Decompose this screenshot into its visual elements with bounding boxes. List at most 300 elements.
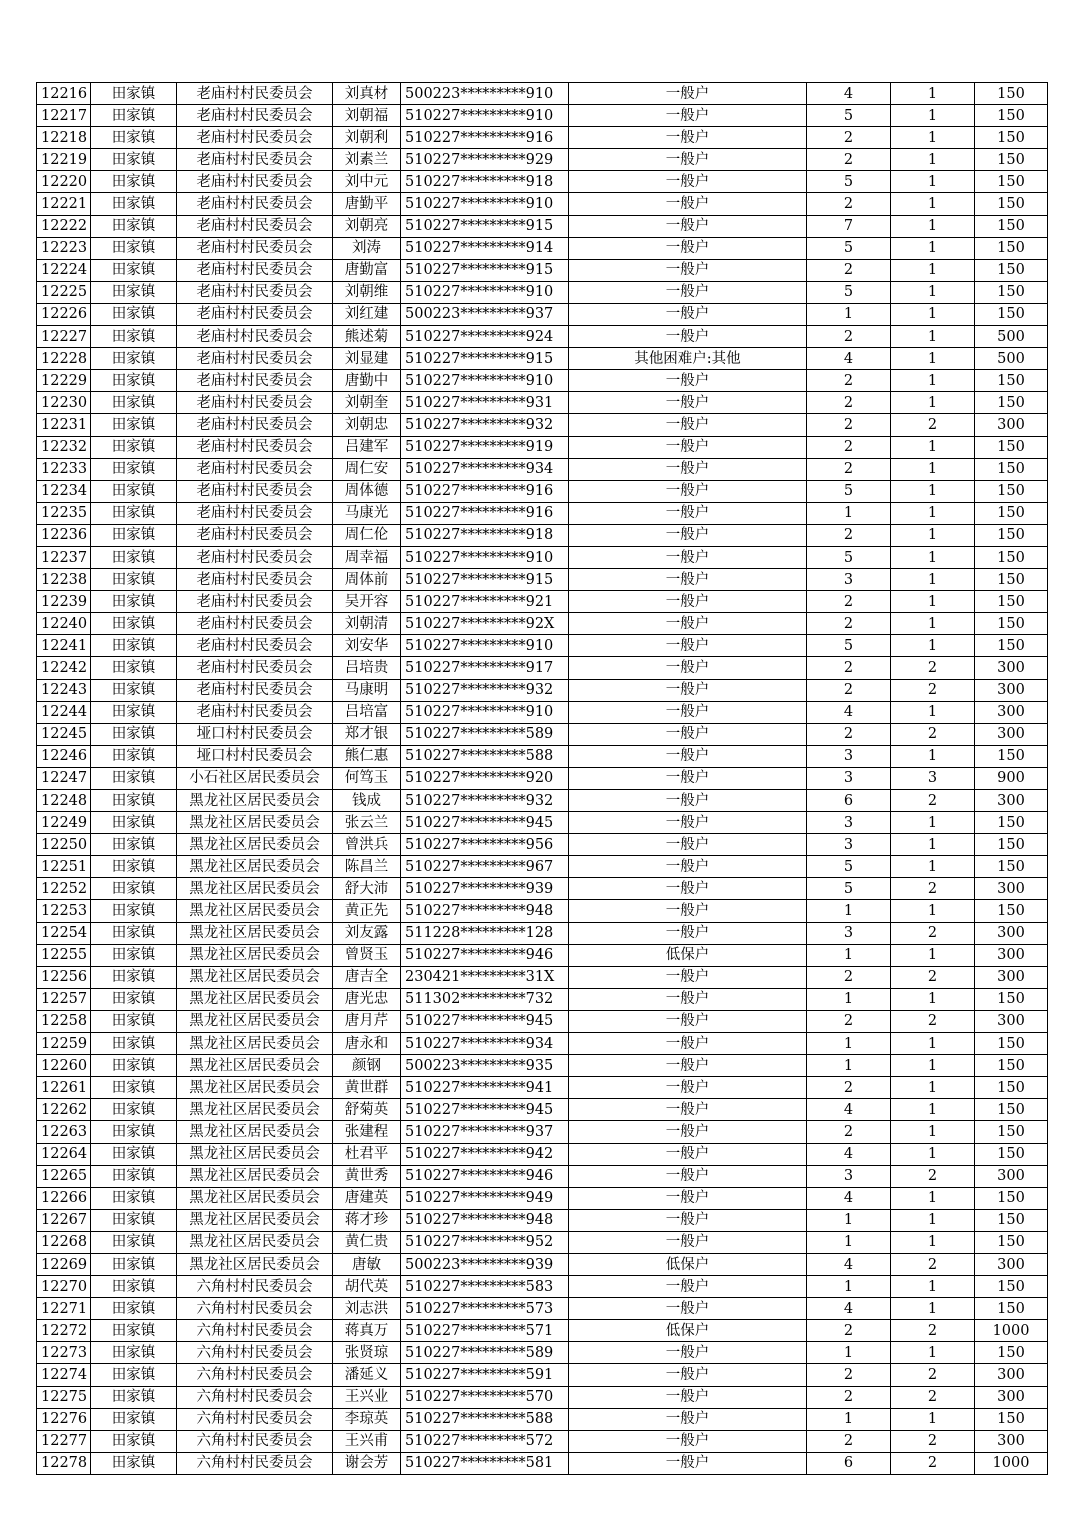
amount-cell: 150 <box>975 856 1048 878</box>
town-cell: 田家镇 <box>91 878 177 900</box>
household-type-cell: 一般户 <box>569 834 807 856</box>
amount-cell: 150 <box>975 1209 1048 1231</box>
name-cell: 刘真材 <box>333 83 401 105</box>
household-type-cell: 一般户 <box>569 392 807 414</box>
table-row <box>37 569 1048 591</box>
id-number-cell: 510227*********934 <box>401 458 569 480</box>
table-row <box>37 701 1048 723</box>
household-size-cell: 5 <box>807 856 891 878</box>
seq-cell: 12246 <box>37 745 91 767</box>
town-cell: 田家镇 <box>91 1452 177 1474</box>
household-type-cell: 一般户 <box>569 149 807 171</box>
household-type-cell: 一般户 <box>569 1408 807 1430</box>
aid-count-cell: 1 <box>891 569 975 591</box>
amount-cell: 300 <box>975 944 1048 966</box>
table-row <box>37 988 1048 1010</box>
aid-count-cell: 1 <box>891 1187 975 1209</box>
household-size-cell: 2 <box>807 392 891 414</box>
household-type-cell: 一般户 <box>569 1452 807 1474</box>
id-number-cell: 510227*********573 <box>401 1298 569 1320</box>
amount-cell: 150 <box>975 1055 1048 1077</box>
id-number-cell: 510227*********570 <box>401 1386 569 1408</box>
household-type-cell: 一般户 <box>569 1055 807 1077</box>
household-size-cell: 2 <box>807 1386 891 1408</box>
table-row <box>37 922 1048 944</box>
committee-cell: 老庙村村民委员会 <box>177 370 333 392</box>
name-cell: 刘红建 <box>333 303 401 325</box>
household-type-cell: 一般户 <box>569 215 807 237</box>
committee-cell: 六角村村民委员会 <box>177 1276 333 1298</box>
id-number-cell: 510227*********915 <box>401 259 569 281</box>
seq-cell: 12255 <box>37 944 91 966</box>
household-size-cell: 1 <box>807 900 891 922</box>
household-size-cell: 5 <box>807 480 891 502</box>
household-type-cell: 一般户 <box>569 458 807 480</box>
table-row <box>37 436 1048 458</box>
seq-cell: 12265 <box>37 1165 91 1187</box>
household-type-cell: 一般户 <box>569 900 807 922</box>
seq-cell: 12240 <box>37 613 91 635</box>
seq-cell: 12241 <box>37 635 91 657</box>
name-cell: 刘朝亮 <box>333 215 401 237</box>
town-cell: 田家镇 <box>91 679 177 701</box>
aid-count-cell: 1 <box>891 83 975 105</box>
table-row <box>37 966 1048 988</box>
household-size-cell: 1 <box>807 1342 891 1364</box>
amount-cell: 150 <box>975 1408 1048 1430</box>
seq-cell: 12253 <box>37 900 91 922</box>
name-cell: 张建程 <box>333 1121 401 1143</box>
household-size-cell: 5 <box>807 237 891 259</box>
amount-cell: 150 <box>975 812 1048 834</box>
aid-count-cell: 3 <box>891 767 975 789</box>
household-size-cell: 5 <box>807 171 891 193</box>
household-type-cell: 一般户 <box>569 767 807 789</box>
name-cell: 周幸福 <box>333 546 401 568</box>
amount-cell: 150 <box>975 259 1048 281</box>
town-cell: 田家镇 <box>91 944 177 966</box>
seq-cell: 12233 <box>37 458 91 480</box>
household-type-cell: 一般户 <box>569 259 807 281</box>
table-row <box>37 149 1048 171</box>
id-number-cell: 500223*********935 <box>401 1055 569 1077</box>
household-type-cell: 低保户 <box>569 944 807 966</box>
table-row <box>37 1342 1048 1364</box>
name-cell: 张云兰 <box>333 812 401 834</box>
household-type-cell: 一般户 <box>569 1430 807 1452</box>
id-number-cell: 510227*********946 <box>401 1165 569 1187</box>
amount-cell: 150 <box>975 171 1048 193</box>
household-size-cell: 6 <box>807 790 891 812</box>
household-size-cell: 6 <box>807 1452 891 1474</box>
seq-cell: 12266 <box>37 1187 91 1209</box>
household-size-cell: 2 <box>807 591 891 613</box>
id-number-cell: 510227*********910 <box>401 370 569 392</box>
household-type-cell: 一般户 <box>569 1033 807 1055</box>
seq-cell: 12219 <box>37 149 91 171</box>
table-row <box>37 1187 1048 1209</box>
committee-cell: 黑龙社区居民委员会 <box>177 1010 333 1032</box>
town-cell: 田家镇 <box>91 149 177 171</box>
amount-cell: 150 <box>975 1121 1048 1143</box>
id-number-cell: 230421*********31X <box>401 966 569 988</box>
name-cell: 唐勤中 <box>333 370 401 392</box>
seq-cell: 12259 <box>37 1033 91 1055</box>
amount-cell: 150 <box>975 105 1048 127</box>
seq-cell: 12278 <box>37 1452 91 1474</box>
aid-count-cell: 2 <box>891 1010 975 1032</box>
amount-cell: 150 <box>975 1077 1048 1099</box>
household-size-cell: 2 <box>807 679 891 701</box>
table-row <box>37 237 1048 259</box>
town-cell: 田家镇 <box>91 1187 177 1209</box>
household-type-cell: 一般户 <box>569 657 807 679</box>
town-cell: 田家镇 <box>91 569 177 591</box>
seq-cell: 12262 <box>37 1099 91 1121</box>
committee-cell: 黑龙社区居民委员会 <box>177 1187 333 1209</box>
seq-cell: 12263 <box>37 1121 91 1143</box>
seq-cell: 12248 <box>37 790 91 812</box>
aid-count-cell: 1 <box>891 900 975 922</box>
seq-cell: 12252 <box>37 878 91 900</box>
household-type-cell: 一般户 <box>569 1187 807 1209</box>
name-cell: 李琼英 <box>333 1408 401 1430</box>
id-number-cell: 510227*********932 <box>401 790 569 812</box>
seq-cell: 12250 <box>37 834 91 856</box>
table-row <box>37 834 1048 856</box>
amount-cell: 150 <box>975 900 1048 922</box>
name-cell: 唐勤平 <box>333 193 401 215</box>
id-number-cell: 510227*********583 <box>401 1276 569 1298</box>
household-type-cell: 一般户 <box>569 812 807 834</box>
name-cell: 马康明 <box>333 679 401 701</box>
household-size-cell: 4 <box>807 1298 891 1320</box>
seq-cell: 12229 <box>37 370 91 392</box>
name-cell: 曾贤玉 <box>333 944 401 966</box>
household-type-cell: 一般户 <box>569 1010 807 1032</box>
table-row <box>37 591 1048 613</box>
household-type-cell: 一般户 <box>569 105 807 127</box>
town-cell: 田家镇 <box>91 1077 177 1099</box>
committee-cell: 老庙村村民委员会 <box>177 414 333 436</box>
committee-cell: 黑龙社区居民委员会 <box>177 1253 333 1275</box>
aid-count-cell: 1 <box>891 458 975 480</box>
household-size-cell: 2 <box>807 1010 891 1032</box>
household-type-cell: 一般户 <box>569 966 807 988</box>
name-cell: 刘朝福 <box>333 105 401 127</box>
aid-count-cell: 2 <box>891 1452 975 1474</box>
town-cell: 田家镇 <box>91 127 177 149</box>
name-cell: 刘朝奎 <box>333 392 401 414</box>
id-number-cell: 510227*********932 <box>401 414 569 436</box>
household-size-cell: 3 <box>807 1165 891 1187</box>
id-number-cell: 510227*********919 <box>401 436 569 458</box>
household-type-cell: 一般户 <box>569 1231 807 1253</box>
table-row <box>37 1033 1048 1055</box>
id-number-cell: 510227*********956 <box>401 834 569 856</box>
town-cell: 田家镇 <box>91 546 177 568</box>
amount-cell: 150 <box>975 745 1048 767</box>
table-row <box>37 1298 1048 1320</box>
town-cell: 田家镇 <box>91 480 177 502</box>
household-size-cell: 2 <box>807 458 891 480</box>
table-row <box>37 1364 1048 1386</box>
committee-cell: 老庙村村民委员会 <box>177 348 333 370</box>
seq-cell: 12234 <box>37 480 91 502</box>
town-cell: 田家镇 <box>91 370 177 392</box>
aid-count-cell: 1 <box>891 502 975 524</box>
household-size-cell: 1 <box>807 1033 891 1055</box>
household-type-cell: 低保户 <box>569 1253 807 1275</box>
household-size-cell: 4 <box>807 1187 891 1209</box>
id-number-cell: 511302*********732 <box>401 988 569 1010</box>
seq-cell: 12273 <box>37 1342 91 1364</box>
aid-count-cell: 1 <box>891 856 975 878</box>
household-size-cell: 2 <box>807 1320 891 1342</box>
household-type-cell: 一般户 <box>569 193 807 215</box>
table-row <box>37 1121 1048 1143</box>
committee-cell: 黑龙社区居民委员会 <box>177 922 333 944</box>
amount-cell: 150 <box>975 613 1048 635</box>
committee-cell: 黑龙社区居民委员会 <box>177 988 333 1010</box>
amount-cell: 300 <box>975 679 1048 701</box>
town-cell: 田家镇 <box>91 900 177 922</box>
household-type-cell: 一般户 <box>569 546 807 568</box>
id-number-cell: 510227*********918 <box>401 524 569 546</box>
name-cell: 胡代英 <box>333 1276 401 1298</box>
aid-count-cell: 2 <box>891 1364 975 1386</box>
seq-cell: 12222 <box>37 215 91 237</box>
aid-count-cell: 1 <box>891 127 975 149</box>
name-cell: 刘友露 <box>333 922 401 944</box>
town-cell: 田家镇 <box>91 392 177 414</box>
town-cell: 田家镇 <box>91 348 177 370</box>
seq-cell: 12268 <box>37 1231 91 1253</box>
aid-count-cell: 2 <box>891 723 975 745</box>
amount-cell: 150 <box>975 1342 1048 1364</box>
household-type-cell: 一般户 <box>569 1364 807 1386</box>
table-row <box>37 1253 1048 1275</box>
id-number-cell: 510227*********932 <box>401 679 569 701</box>
town-cell: 田家镇 <box>91 193 177 215</box>
seq-cell: 12257 <box>37 988 91 1010</box>
id-number-cell: 510227*********572 <box>401 1430 569 1452</box>
table-row <box>37 105 1048 127</box>
committee-cell: 老庙村村民委员会 <box>177 281 333 303</box>
name-cell: 吕建军 <box>333 436 401 458</box>
town-cell: 田家镇 <box>91 303 177 325</box>
id-number-cell: 510227*********929 <box>401 149 569 171</box>
committee-cell: 老庙村村民委员会 <box>177 613 333 635</box>
id-number-cell: 510227*********910 <box>401 635 569 657</box>
table-row <box>37 215 1048 237</box>
aid-count-cell: 1 <box>891 392 975 414</box>
amount-cell: 150 <box>975 988 1048 1010</box>
seq-cell: 12267 <box>37 1209 91 1231</box>
household-size-cell: 2 <box>807 326 891 348</box>
amount-cell: 150 <box>975 591 1048 613</box>
amount-cell: 150 <box>975 1276 1048 1298</box>
name-cell: 刘安华 <box>333 635 401 657</box>
id-number-cell: 510227*********915 <box>401 348 569 370</box>
household-type-cell: 一般户 <box>569 436 807 458</box>
seq-cell: 12216 <box>37 83 91 105</box>
table-row <box>37 524 1048 546</box>
town-cell: 田家镇 <box>91 326 177 348</box>
committee-cell: 黑龙社区居民委员会 <box>177 1077 333 1099</box>
amount-cell: 300 <box>975 966 1048 988</box>
table-row <box>37 1408 1048 1430</box>
amount-cell: 500 <box>975 348 1048 370</box>
household-type-cell: 一般户 <box>569 701 807 723</box>
name-cell: 谢会芳 <box>333 1452 401 1474</box>
seq-cell: 12275 <box>37 1386 91 1408</box>
committee-cell: 黑龙社区居民委员会 <box>177 790 333 812</box>
committee-cell: 黑龙社区居民委员会 <box>177 1209 333 1231</box>
committee-cell: 老庙村村民委员会 <box>177 171 333 193</box>
seq-cell: 12228 <box>37 348 91 370</box>
name-cell: 刘涛 <box>333 237 401 259</box>
table-row <box>37 193 1048 215</box>
amount-cell: 300 <box>975 723 1048 745</box>
town-cell: 田家镇 <box>91 745 177 767</box>
table-row <box>37 635 1048 657</box>
household-size-cell: 5 <box>807 635 891 657</box>
aid-count-cell: 2 <box>891 1386 975 1408</box>
aid-count-cell: 1 <box>891 635 975 657</box>
household-size-cell: 2 <box>807 613 891 635</box>
committee-cell: 老庙村村民委员会 <box>177 458 333 480</box>
household-size-cell: 2 <box>807 1121 891 1143</box>
household-type-cell: 一般户 <box>569 613 807 635</box>
household-size-cell: 1 <box>807 1055 891 1077</box>
committee-cell: 六角村村民委员会 <box>177 1342 333 1364</box>
seq-cell: 12226 <box>37 303 91 325</box>
household-type-cell: 一般户 <box>569 878 807 900</box>
name-cell: 杜君平 <box>333 1143 401 1165</box>
aid-count-cell: 1 <box>891 1055 975 1077</box>
aid-count-cell: 1 <box>891 1408 975 1430</box>
name-cell: 张贤琼 <box>333 1342 401 1364</box>
aid-count-cell: 1 <box>891 546 975 568</box>
name-cell: 唐勤富 <box>333 259 401 281</box>
table-row <box>37 1320 1048 1342</box>
seq-cell: 12256 <box>37 966 91 988</box>
household-size-cell: 1 <box>807 1408 891 1430</box>
seq-cell: 12239 <box>37 591 91 613</box>
amount-cell: 150 <box>975 127 1048 149</box>
table-row <box>37 1010 1048 1032</box>
town-cell: 田家镇 <box>91 1430 177 1452</box>
household-size-cell: 2 <box>807 370 891 392</box>
household-type-cell: 一般户 <box>569 723 807 745</box>
table-row <box>37 127 1048 149</box>
household-type-cell: 一般户 <box>569 745 807 767</box>
table-row <box>37 745 1048 767</box>
committee-cell: 六角村村民委员会 <box>177 1298 333 1320</box>
town-cell: 田家镇 <box>91 812 177 834</box>
name-cell: 蒋才珍 <box>333 1209 401 1231</box>
committee-cell: 老庙村村民委员会 <box>177 83 333 105</box>
aid-count-cell: 2 <box>891 1320 975 1342</box>
household-size-cell: 4 <box>807 83 891 105</box>
town-cell: 田家镇 <box>91 591 177 613</box>
household-size-cell: 1 <box>807 1231 891 1253</box>
committee-cell: 小石社区居民委员会 <box>177 767 333 789</box>
committee-cell: 老庙村村民委员会 <box>177 193 333 215</box>
committee-cell: 黑龙社区居民委员会 <box>177 900 333 922</box>
name-cell: 郑才银 <box>333 723 401 745</box>
name-cell: 颜钢 <box>333 1055 401 1077</box>
committee-cell: 老庙村村民委员会 <box>177 326 333 348</box>
seq-cell: 12270 <box>37 1276 91 1298</box>
table-row <box>37 458 1048 480</box>
seq-cell: 12223 <box>37 237 91 259</box>
table-row <box>37 502 1048 524</box>
household-size-cell: 2 <box>807 436 891 458</box>
amount-cell: 300 <box>975 1165 1048 1187</box>
committee-cell: 老庙村村民委员会 <box>177 105 333 127</box>
aid-count-cell: 1 <box>891 1143 975 1165</box>
household-size-cell: 1 <box>807 944 891 966</box>
seq-cell: 12227 <box>37 326 91 348</box>
amount-cell: 300 <box>975 1430 1048 1452</box>
committee-cell: 老庙村村民委员会 <box>177 679 333 701</box>
amount-cell: 150 <box>975 1231 1048 1253</box>
committee-cell: 老庙村村民委员会 <box>177 524 333 546</box>
seq-cell: 12274 <box>37 1364 91 1386</box>
amount-cell: 150 <box>975 524 1048 546</box>
amount-cell: 150 <box>975 1143 1048 1165</box>
seq-cell: 12277 <box>37 1430 91 1452</box>
household-type-cell: 一般户 <box>569 326 807 348</box>
id-number-cell: 510227*********581 <box>401 1452 569 1474</box>
household-type-cell: 一般户 <box>569 569 807 591</box>
table-row <box>37 790 1048 812</box>
committee-cell: 黑龙社区居民委员会 <box>177 1121 333 1143</box>
town-cell: 田家镇 <box>91 237 177 259</box>
id-number-cell: 510227*********915 <box>401 215 569 237</box>
name-cell: 吕培贵 <box>333 657 401 679</box>
household-size-cell: 5 <box>807 105 891 127</box>
table-row <box>37 944 1048 966</box>
town-cell: 田家镇 <box>91 657 177 679</box>
seq-cell: 12225 <box>37 281 91 303</box>
id-number-cell: 510227*********910 <box>401 546 569 568</box>
committee-cell: 垭口村村民委员会 <box>177 723 333 745</box>
committee-cell: 六角村村民委员会 <box>177 1364 333 1386</box>
aid-count-cell: 2 <box>891 922 975 944</box>
amount-cell: 150 <box>975 237 1048 259</box>
household-size-cell: 2 <box>807 193 891 215</box>
household-type-cell: 一般户 <box>569 171 807 193</box>
aid-count-cell: 1 <box>891 591 975 613</box>
name-cell: 舒大沛 <box>333 878 401 900</box>
id-number-cell: 500223*********937 <box>401 303 569 325</box>
aid-count-cell: 1 <box>891 1077 975 1099</box>
town-cell: 田家镇 <box>91 1386 177 1408</box>
town-cell: 田家镇 <box>91 767 177 789</box>
aid-count-cell: 1 <box>891 701 975 723</box>
committee-cell: 黑龙社区居民委员会 <box>177 1231 333 1253</box>
aid-count-cell: 1 <box>891 944 975 966</box>
household-type-cell: 一般户 <box>569 1298 807 1320</box>
household-type-cell: 一般户 <box>569 1209 807 1231</box>
household-type-cell: 一般户 <box>569 856 807 878</box>
committee-cell: 六角村村民委员会 <box>177 1430 333 1452</box>
aid-count-cell: 1 <box>891 745 975 767</box>
table-row <box>37 480 1048 502</box>
